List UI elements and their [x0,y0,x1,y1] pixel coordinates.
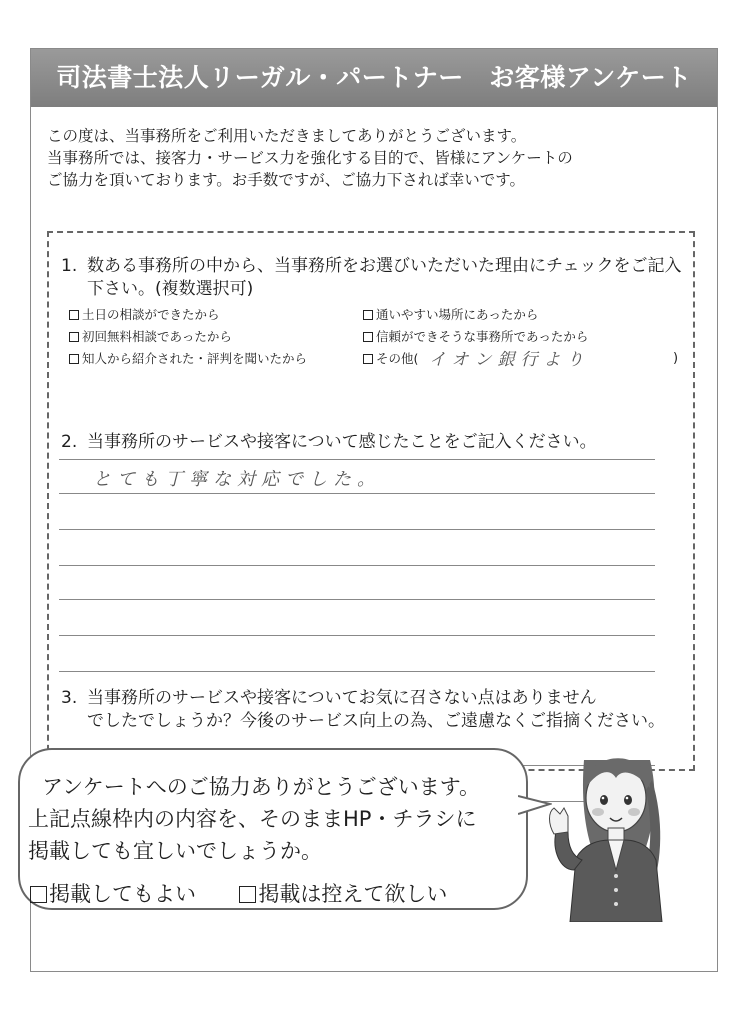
intro-line-3: ご協力を頂いております。お手数ですが、ご協力下されば幸いです。 [47,171,526,189]
checkbox[interactable] [69,332,79,342]
bubble-line-2: 上記点線枠内の内容を、そのままHP・チラシに [28,807,477,831]
question-1-line-2: 下さい。(複数選択可) [87,279,254,299]
option-convenient-location[interactable]: 通いやすい場所にあったから [363,305,538,323]
answer-line [59,565,655,566]
question-3-number: 3. [61,688,78,708]
question-2-number: 2. [61,432,78,452]
consent-speech-bubble [18,748,528,910]
option-other[interactable]: その他( [363,349,418,367]
question-3-line-2: でしたでしょうか？今後のサービス向上の為、ご遠慮なくご指摘ください。 [87,711,665,731]
question-1-number: 1. [61,256,78,276]
bubble-line-1: アンケートへのご協力ありがとうございます。 [42,775,481,799]
question-2 [61,431,597,454]
bubble-line-3: 掲載しても宜しいでしょうか。 [28,839,322,863]
answer-line [59,529,655,530]
choice-publish-ok[interactable]: 掲載してもよい [30,882,196,906]
consent-choices [30,878,447,908]
receptionist-illustration-icon [540,720,686,922]
question-1-line-1: 数ある事務所の中から、当事務所をお選びいただいた理由にチェックをご記入 [87,256,682,276]
checkbox[interactable] [363,354,373,364]
other-handwritten-answer: イオン銀行より [429,350,590,370]
checkbox[interactable] [30,886,47,903]
option-trustworthy-office[interactable]: 信頼ができそうな事務所であったから [363,327,588,345]
question-2-line-1: 当事務所のサービスや接客について感じたことをご記入ください。 [87,432,597,452]
intro-text [47,125,697,191]
dashed-answer-frame [47,231,695,771]
answer-line [59,635,655,636]
survey-title: 司法書士法人リーガル・パートナー お客様アンケート [31,49,717,107]
answer-line [59,493,655,494]
answer-line [59,599,655,600]
checkbox[interactable] [363,310,373,320]
other-paren-close: ) [673,351,679,366]
answer-line [59,671,655,672]
question-2-handwritten-answer: とても丁寧な対応でした。 [93,469,381,490]
question-1 [61,255,682,301]
checkbox[interactable] [363,332,373,342]
checkbox[interactable] [69,310,79,320]
option-free-first-consult[interactable]: 初回無料相談であったから [69,327,232,345]
answer-line [59,459,655,460]
intro-line-1: この度は、当事務所をご利用いただきましてありがとうございます。 [47,127,527,145]
checkbox[interactable] [69,354,79,364]
option-weekend-consult[interactable]: 土日の相談ができたから [69,305,220,323]
question-3-line-1: 当事務所のサービスや接客についてお気に召さない点はありません [87,688,597,708]
intro-line-2: 当事務所では、接客力・サービス力を強化する目的で、皆様にアンケートの [47,149,573,167]
option-referral-reputation[interactable]: 知人から紹介された・評判を聞いたから [69,349,307,367]
choice-publish-no[interactable]: 掲載は控えて欲しい [239,882,447,906]
checkbox[interactable] [239,886,256,903]
